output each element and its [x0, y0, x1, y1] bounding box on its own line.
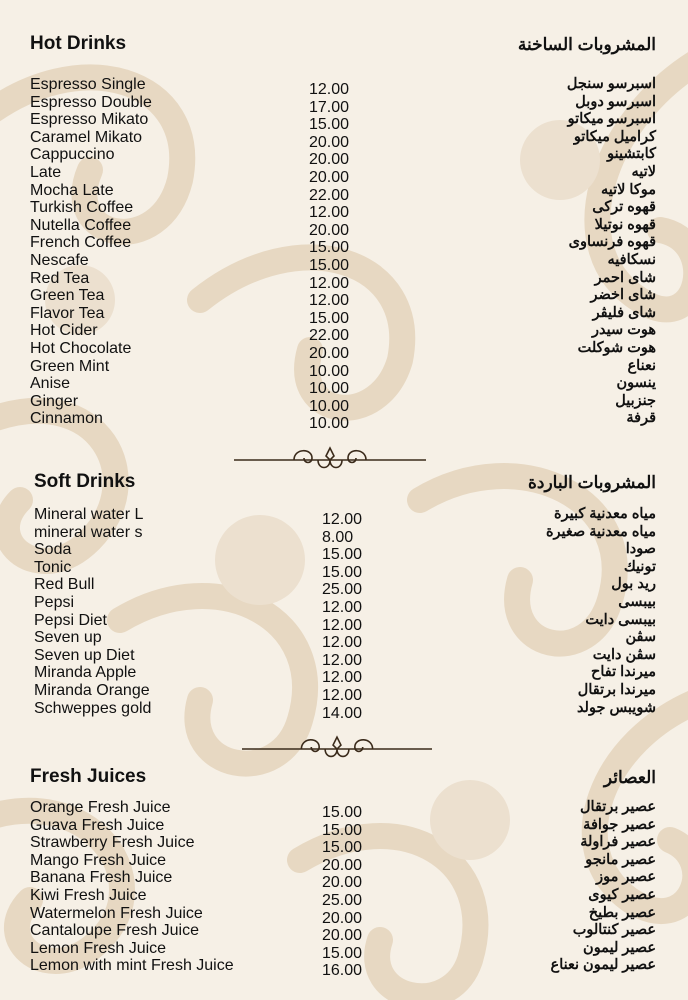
- menu-item-price: 22.00: [309, 327, 350, 345]
- menu-item-name-arabic: اسبرسو سنجل: [566, 76, 656, 92]
- menu-item-price: 20.00: [309, 151, 350, 169]
- menu-item-name-arabic: صودا: [625, 541, 656, 558]
- menu-item-name: Red Tea: [30, 269, 90, 287]
- menu-item-price: 17.00: [309, 98, 350, 116]
- menu-item-price: 20.00: [322, 874, 363, 892]
- menu-item-price: 12.00: [322, 616, 363, 634]
- menu-item-name-arabic: ريد بول: [611, 576, 656, 593]
- menu-item-name: Nutella Coffee: [30, 216, 132, 234]
- menu-item-name: Mineral water L: [34, 506, 144, 523]
- menu-item-name: mineral water s: [34, 523, 143, 541]
- menu-item-price: 12.00: [309, 274, 350, 292]
- section-title-arabic: المشروبات الساخنة: [517, 35, 656, 54]
- menu-item-price: 10.00: [309, 362, 350, 380]
- menu-item-name-arabic: شاى احمر: [594, 269, 656, 286]
- menu-item-name: Mocha Late: [30, 181, 114, 199]
- menu-item-name-arabic: قهوه فرنساوى: [568, 234, 656, 251]
- menu-item-price: 12.00: [322, 599, 363, 616]
- menu-item-price: 10.00: [309, 397, 350, 415]
- menu-item-name-arabic: كابتشينو: [607, 146, 656, 163]
- menu-item-price: 20.00: [322, 927, 363, 945]
- menu-item-name-arabic: تونيك: [623, 558, 656, 575]
- menu-item-name-arabic: عصير كيوى: [588, 887, 656, 903]
- menu-item-name-arabic: عصير بطيخ: [588, 904, 656, 921]
- menu-item-price: 16.00: [322, 962, 363, 980]
- menu-item-name: Anise: [30, 375, 71, 393]
- menu-item-name: Miranda Apple: [34, 664, 137, 682]
- menu-item-name-arabic: شويبس جولد: [576, 699, 656, 716]
- menu-item-price: 25.00: [322, 892, 363, 909]
- menu-item-name-arabic: شاى اخضر: [590, 287, 656, 304]
- menu-item-price: 15.00: [309, 116, 350, 134]
- menu-item-name: Green Tea: [30, 287, 105, 305]
- menu-item-price: 15.00: [322, 804, 363, 821]
- menu-item-name: Cappuccino: [30, 146, 115, 164]
- menu-item-name: Hot Cider: [30, 322, 98, 340]
- menu-item-name-arabic: موكا لاتيه: [600, 181, 656, 198]
- menu-item-name-arabic: قهوه نوتيلا: [594, 216, 656, 233]
- menu-item-name: Espresso Mikato: [30, 111, 149, 129]
- menu-item-name-arabic: عصير موز: [596, 869, 656, 886]
- menu-item-name: Soda: [34, 541, 72, 559]
- menu-item-name-arabic: سڤن دايت: [592, 646, 656, 663]
- menu-item-name-arabic: لاتيه: [631, 164, 656, 180]
- menu-item-name: Nescafe: [30, 252, 89, 269]
- menu-item-name-arabic: ميرندا تفاح: [591, 664, 656, 681]
- menu-item-name-arabic: عصير كنتالوب: [572, 922, 656, 939]
- menu-item-name: Orange Fresh Juice: [30, 799, 171, 816]
- menu-item-price: 20.00: [309, 169, 350, 186]
- section-title-arabic: المشروبات الباردة: [527, 473, 656, 492]
- ornament-divider: [242, 733, 432, 765]
- menu-item-name-arabic: هوت شوكلت: [577, 340, 656, 356]
- menu-item-price: 12.00: [309, 204, 350, 222]
- menu-item-name: French Coffee: [30, 234, 132, 252]
- menu-item-name-arabic: بيبسى دايت: [585, 611, 656, 628]
- menu-item-name-arabic: مياه معدنية صغيرة: [545, 523, 656, 540]
- section-title-arabic: العصائر: [603, 768, 656, 787]
- menu-item-name-arabic: سڤن: [625, 629, 656, 646]
- menu-item-name-arabic: عصير ليمون نعناع: [550, 957, 656, 974]
- menu-item-name: Espresso Single: [30, 76, 146, 93]
- menu-item-price: 12.00: [322, 511, 363, 528]
- menu-item-name: Ginger: [30, 392, 79, 410]
- menu-item-price: 15.00: [309, 309, 350, 327]
- section-title: Hot Drinks: [30, 33, 127, 54]
- menu-item-price: 20.00: [309, 221, 350, 239]
- menu-item-price: 22.00: [309, 186, 350, 204]
- menu-item-name-arabic: عصير فراولة: [580, 834, 656, 851]
- menu-item-price: 15.00: [322, 546, 363, 564]
- menu-item-price: 12.00: [322, 669, 363, 687]
- menu-item-price: 20.00: [322, 856, 363, 874]
- menu-item-price: 12.00: [322, 687, 363, 704]
- menu-item-name-arabic: عصير ليمون: [583, 939, 656, 956]
- menu-item-price: 20.00: [309, 133, 350, 151]
- menu-item-name: Schweppes gold: [34, 699, 152, 717]
- menu-item-name: Strawberry Fresh Juice: [30, 834, 195, 852]
- menu-item-price: 8.00: [322, 528, 354, 546]
- menu-item-price: 10.00: [309, 380, 350, 398]
- menu-item-name: Late: [30, 164, 62, 181]
- menu-item-price: 20.00: [322, 909, 363, 927]
- menu-item-name-arabic: نعناع: [627, 357, 656, 374]
- menu-item-name: Turkish Coffee: [30, 199, 134, 217]
- menu-item-name: Pepsi: [34, 594, 75, 611]
- menu-item-name-arabic: شاى فليڤر: [592, 304, 656, 321]
- menu-item-name-arabic: اسبرسو دوبل: [575, 93, 656, 110]
- menu-item-price: 15.00: [322, 839, 363, 857]
- menu-item-name: Lemon with mint Fresh Juice: [30, 957, 234, 975]
- menu-item-name: Lemon Fresh Juice: [30, 939, 167, 957]
- menu-item-price: 20.00: [309, 345, 350, 362]
- menu-item-name-arabic: هوت سيدر: [592, 322, 656, 339]
- menu-item-price: 10.00: [309, 415, 350, 433]
- menu-item-price: 15.00: [309, 239, 350, 257]
- menu-item-name-arabic: عصير جوافة: [583, 816, 656, 833]
- menu-item-name: Red Bull: [34, 576, 95, 594]
- menu-item-price: 14.00: [322, 704, 363, 722]
- menu-item-price: 12.00: [309, 292, 350, 310]
- menu-item-price: 15.00: [322, 821, 363, 839]
- menu-item-name: Caramel Mikato: [30, 128, 143, 146]
- ornament-divider: [234, 444, 426, 476]
- menu-item-name: Seven up: [34, 629, 102, 647]
- menu-item-price: 15.00: [322, 563, 363, 581]
- menu-item-name: Watermelon Fresh Juice: [30, 904, 203, 922]
- menu-item-price: 12.00: [322, 634, 363, 652]
- menu-item-name: Banana Fresh Juice: [30, 869, 173, 887]
- menu-item-name: Flavor Tea: [30, 304, 105, 322]
- menu-item-price: 12.00: [322, 651, 363, 669]
- menu-item-name-arabic: ينسون: [616, 375, 656, 392]
- menu-item-name-arabic: جنزبيل: [615, 392, 656, 409]
- menu-item-name: Kiwi Fresh Juice: [30, 887, 147, 904]
- menu-item-name: Cantaloupe Fresh Juice: [30, 922, 199, 940]
- menu-item-name-arabic: بيبسى: [618, 594, 656, 610]
- menu-item-name-arabic: اسبرسو ميكاتو: [567, 111, 656, 128]
- menu-item-price: 15.00: [322, 944, 363, 962]
- menu-item-name-arabic: عصير برتقال: [580, 799, 656, 815]
- menu-item-name: Seven up Diet: [34, 646, 135, 664]
- menu-item-price: 12.00: [309, 81, 350, 98]
- menu-item-price: 15.00: [309, 257, 350, 274]
- menu-item-name-arabic: قهوه تركى: [592, 199, 656, 216]
- section-title: Fresh Juices: [30, 766, 147, 787]
- menu-item-name: Miranda Orange: [34, 682, 150, 699]
- menu-item-name-arabic: عصير مانجو: [585, 851, 656, 868]
- menu-item-name-arabic: مياه معدنية كبيرة: [553, 506, 656, 522]
- menu-item-name-arabic: ميرندا برتقال: [577, 682, 656, 698]
- menu-item-name: Espresso Double: [30, 93, 152, 111]
- menu-item-name-arabic: قرفة: [626, 410, 656, 427]
- menu-item-name: Pepsi Diet: [34, 611, 107, 629]
- menu-item-price: 25.00: [322, 581, 363, 599]
- menu-item-name: Tonic: [34, 558, 72, 576]
- menu-item-name: Cinnamon: [30, 410, 103, 428]
- section-title: Soft Drinks: [34, 471, 136, 492]
- menu-item-name-arabic: نسكافيه: [607, 252, 656, 268]
- menu-item-name: Guava Fresh Juice: [30, 816, 165, 834]
- menu-item-name-arabic: كراميل ميكاتو: [573, 128, 656, 145]
- menu-item-name: Hot Chocolate: [30, 340, 132, 357]
- menu-item-name: Green Mint: [30, 357, 110, 375]
- menu-item-name: Mango Fresh Juice: [30, 851, 167, 869]
